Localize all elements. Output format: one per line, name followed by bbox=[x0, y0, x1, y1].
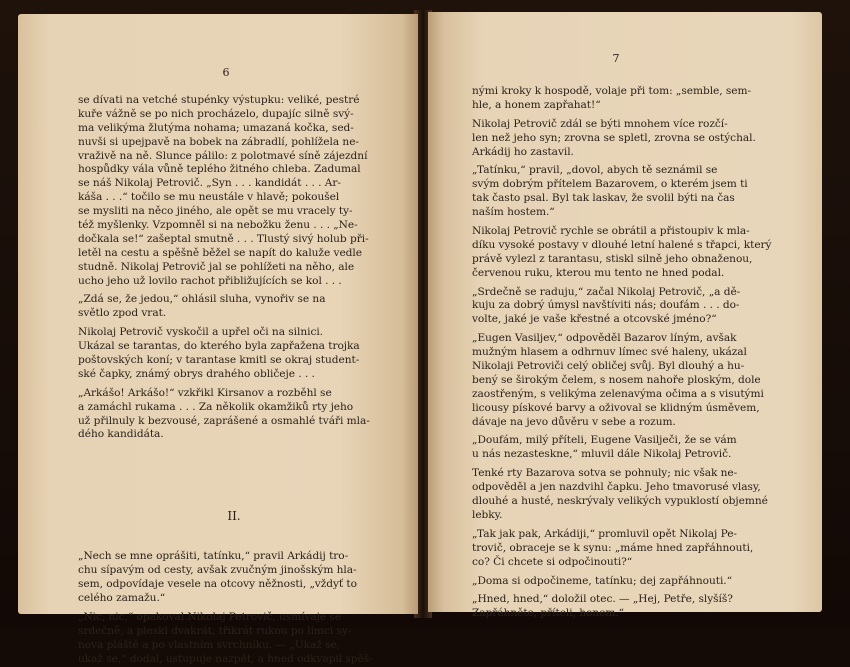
text-line: káša . . .“ točilo se mu neustále v hlavě; pokoušel bbox=[78, 191, 340, 204]
paragraph bbox=[78, 326, 390, 382]
text-line: tak často psal. Byl tak laskav, že svolil býti na čas bbox=[472, 192, 735, 205]
left-page-text bbox=[78, 94, 390, 667]
text-line: nova pláště a po vlastním svrchníku. — „Ukaž se, bbox=[78, 638, 341, 651]
text-line: světlo zpod vrat. bbox=[78, 307, 167, 320]
text-line: „Doufám, milý příteli, Eugene Vasilječi, že se vám bbox=[472, 434, 737, 447]
text-line: ské čapky, známý obrys drahého obličeje . . . bbox=[78, 367, 315, 380]
text-line: Ukázal se tarantas, do kterého byla zapřažena trojka bbox=[78, 340, 360, 353]
text-line: u nás nezasteskne,“ mluvil dále Nikolaj Petrovič. bbox=[472, 448, 732, 461]
text-line: dávaje na jevo důvěru v sebe a rozum. bbox=[472, 415, 676, 428]
text-line: ucho jeho už lovilo rachot přibližujících se kol . . . bbox=[78, 274, 342, 287]
text-line: Nikolaj Petrovič vyskočil a upřel oči na silnici. bbox=[78, 326, 323, 339]
text-line: lebky. bbox=[472, 508, 503, 521]
text-line: volte, jaké je vaše křestné a otcovské jméno?“ bbox=[472, 313, 717, 326]
text-line: chu sípavým od cesty, avšak zvučným jinošským hla- bbox=[78, 564, 357, 577]
text-line: ukaž se,“ dodal, ustupuje nazpět, a hned odkvapil spěš- bbox=[78, 652, 373, 665]
text-line: právě vylezl z tarantasu, stiskl silně jeho obnaženou, bbox=[472, 252, 753, 265]
text-line: naším hostem.“ bbox=[472, 206, 555, 219]
paragraph bbox=[78, 387, 390, 443]
text-line: „Arkášo! Arkášo!“ vzkřikl Kirsanov a rozběhl se bbox=[78, 386, 332, 399]
paragraph bbox=[472, 225, 798, 281]
right-page-number: 7 bbox=[612, 52, 620, 65]
left-page-number: 6 bbox=[222, 66, 230, 79]
text-line: „Srdečně se raduju,“ začal Nikolaj Petrovič, „a dě- bbox=[472, 285, 741, 298]
text-line: červenou ruku, kterou mu tento ne hned podal. bbox=[472, 266, 725, 279]
text-line: studně. Nikolaj Petrovič jal se pohlížeti na něho, ale bbox=[78, 260, 355, 273]
text-line: zaostřeným, s velikýma zelenavýma očima a s visutými bbox=[472, 387, 764, 400]
text-line: kuře vážně se po nich procházelo, dupajíc silně svý- bbox=[78, 107, 354, 120]
paragraph bbox=[78, 550, 390, 606]
text-line: svým dobrým přítelem Bazarovem, o kterém jsem ti bbox=[472, 178, 748, 191]
text-line: „Eugen Vasiljev,“ odpověděl Bazarov líným, avšak bbox=[472, 332, 737, 345]
text-line: srdečně, a pleskl dvakrát, třikrát rukou po límci sy- bbox=[78, 624, 352, 637]
paragraph bbox=[78, 611, 390, 667]
paragraph bbox=[78, 293, 390, 321]
text-line: „Doma si odpočineme, tatínku; dej zapřáhnouti.“ bbox=[472, 574, 732, 587]
text-line: se náš Nikolaj Petrovič. „Syn . . . kandidát . . . Ar- bbox=[78, 177, 341, 190]
text-line: hospůdky vála vůně teplého žitného chleba. Zadumal bbox=[78, 163, 361, 176]
text-line: len než jeho syn; zrovna se spletl, zrovna se ostýchal. bbox=[472, 131, 756, 144]
text-line: „Zdá se, že jedou,“ ohlásil sluha, vynořiv se na bbox=[78, 293, 326, 306]
text-line: „Tak jak pak, Arkádiji,“ promluvil opět Nikolaj Pe- bbox=[472, 527, 737, 540]
left-page bbox=[18, 14, 418, 665]
text-line: Tenké rty Bazarova sotva se pohnuly; nic však ne- bbox=[472, 467, 738, 480]
text-line: díku vysoké postavy v dlouhé letní halené s třapci, který bbox=[472, 238, 772, 251]
text-line: kuju za dobrý úmysl navštíviti nás; doufám . . . do- bbox=[472, 299, 740, 312]
paragraph bbox=[472, 593, 798, 621]
text-line: nuvši si upejpavě na bobek na zábradlí, pohlížela ne- bbox=[78, 135, 359, 148]
text-line: trovič, obraceje se k synu: „máme hned zapřáhnouti, bbox=[472, 541, 754, 554]
text-line: dočkala se!“ zašeptal smutně . . . Tlustý sivý holub při- bbox=[78, 232, 369, 245]
text-line: letěl na cestu a spěšně běžel se napít do kaluže vedle bbox=[78, 246, 362, 259]
text-line: „Nech se mne oprášiti, tatínku,“ pravil Arkádij tro- bbox=[78, 550, 349, 563]
text-line: sem, odpovídaje vesele na otcovy něžnosti, „vždyť to bbox=[78, 578, 357, 591]
text-line: se mysliti na něco jiného, ale opět se mu vracely ty- bbox=[78, 205, 353, 218]
text-line: mužným hlasem a odhrnuv límec své haleny, ukázal bbox=[472, 346, 747, 359]
right-page-text bbox=[472, 85, 798, 621]
text-line: už přilnuly k bezvousé, zaprášené a osmahlé tváři mla- bbox=[78, 414, 370, 427]
text-line: též myšlenky. Vzpomněl si na nebožku ženu . . . „Ne- bbox=[78, 219, 358, 232]
text-line: dlouhé a husté, neskrývaly velikých vypuklostí objemné bbox=[472, 495, 768, 508]
text-line: se dívati na vetché stupénky výstupku: veliké, pestré bbox=[78, 94, 360, 106]
paragraph bbox=[472, 85, 798, 113]
text-line: a zamáchl rukama . . . Za několik okamžiků rty jeho bbox=[78, 400, 354, 413]
paragraph bbox=[472, 528, 798, 570]
paragraph bbox=[472, 575, 798, 589]
text-line: celého zamažu.“ bbox=[78, 592, 166, 605]
text-line: Nikolaj Petrovič zdál se býti mnohem více rozčí- bbox=[472, 117, 728, 130]
text-line: vraživě na ně. Slunce pálilo: z polotmavé síně zájezdní bbox=[78, 149, 368, 162]
paragraph bbox=[472, 286, 798, 328]
text-line: nými kroky k hospodě, volaje při tom: „semble, sem- bbox=[472, 85, 752, 97]
paragraph bbox=[472, 434, 798, 462]
text-line: dého kandidáta. bbox=[78, 428, 164, 441]
right-page bbox=[428, 12, 822, 620]
paragraph bbox=[472, 164, 798, 220]
text-line: „Nic, nic,“ opakoval Nikolaj Petrovič, usmívaje se bbox=[78, 610, 342, 623]
paragraph bbox=[472, 118, 798, 160]
text-line: Nikolaj Petrovič rychle se obrátil a přistoupiv k mla- bbox=[472, 225, 750, 238]
chapter-heading: II. bbox=[227, 509, 241, 524]
text-line: ma velikýma žlutýma nohama; umazaná kočka, sed- bbox=[78, 121, 354, 134]
text-line: Nikolaji Petroviči celý obličej svůj. Byl dlouhý a hu- bbox=[472, 360, 745, 373]
text-line: hle, a honem zapřahat!“ bbox=[472, 98, 601, 111]
text-line: odpověděl a jen nazdvihl čapku. Jeho tmavorusé vlasy, bbox=[472, 481, 761, 494]
text-line: co? Či chcete si odpočinouti?“ bbox=[472, 555, 633, 568]
text-line: „Hned, hned,“ doložil otec. — „Hej, Petře, slyšíš? bbox=[472, 593, 733, 606]
text-line: „Tatínku,“ pravil, „dovol, abych tě seznámil se bbox=[472, 164, 718, 177]
text-line: Zapřáhněte, příteli, honem.“ bbox=[472, 607, 625, 620]
paragraph bbox=[472, 332, 798, 429]
text-line: bený se širokým čelem, s nosem nahoře ploským, dole bbox=[472, 373, 761, 386]
text-line: poštovských koní; v tarantase kmitl se okraj student- bbox=[78, 354, 360, 367]
paragraph bbox=[78, 94, 390, 288]
text-line: licousy pískové barvy a oživoval se klidným úsměvem, bbox=[472, 401, 760, 414]
text-line: Arkádij ho zastavil. bbox=[472, 145, 574, 158]
paragraph bbox=[472, 467, 798, 523]
